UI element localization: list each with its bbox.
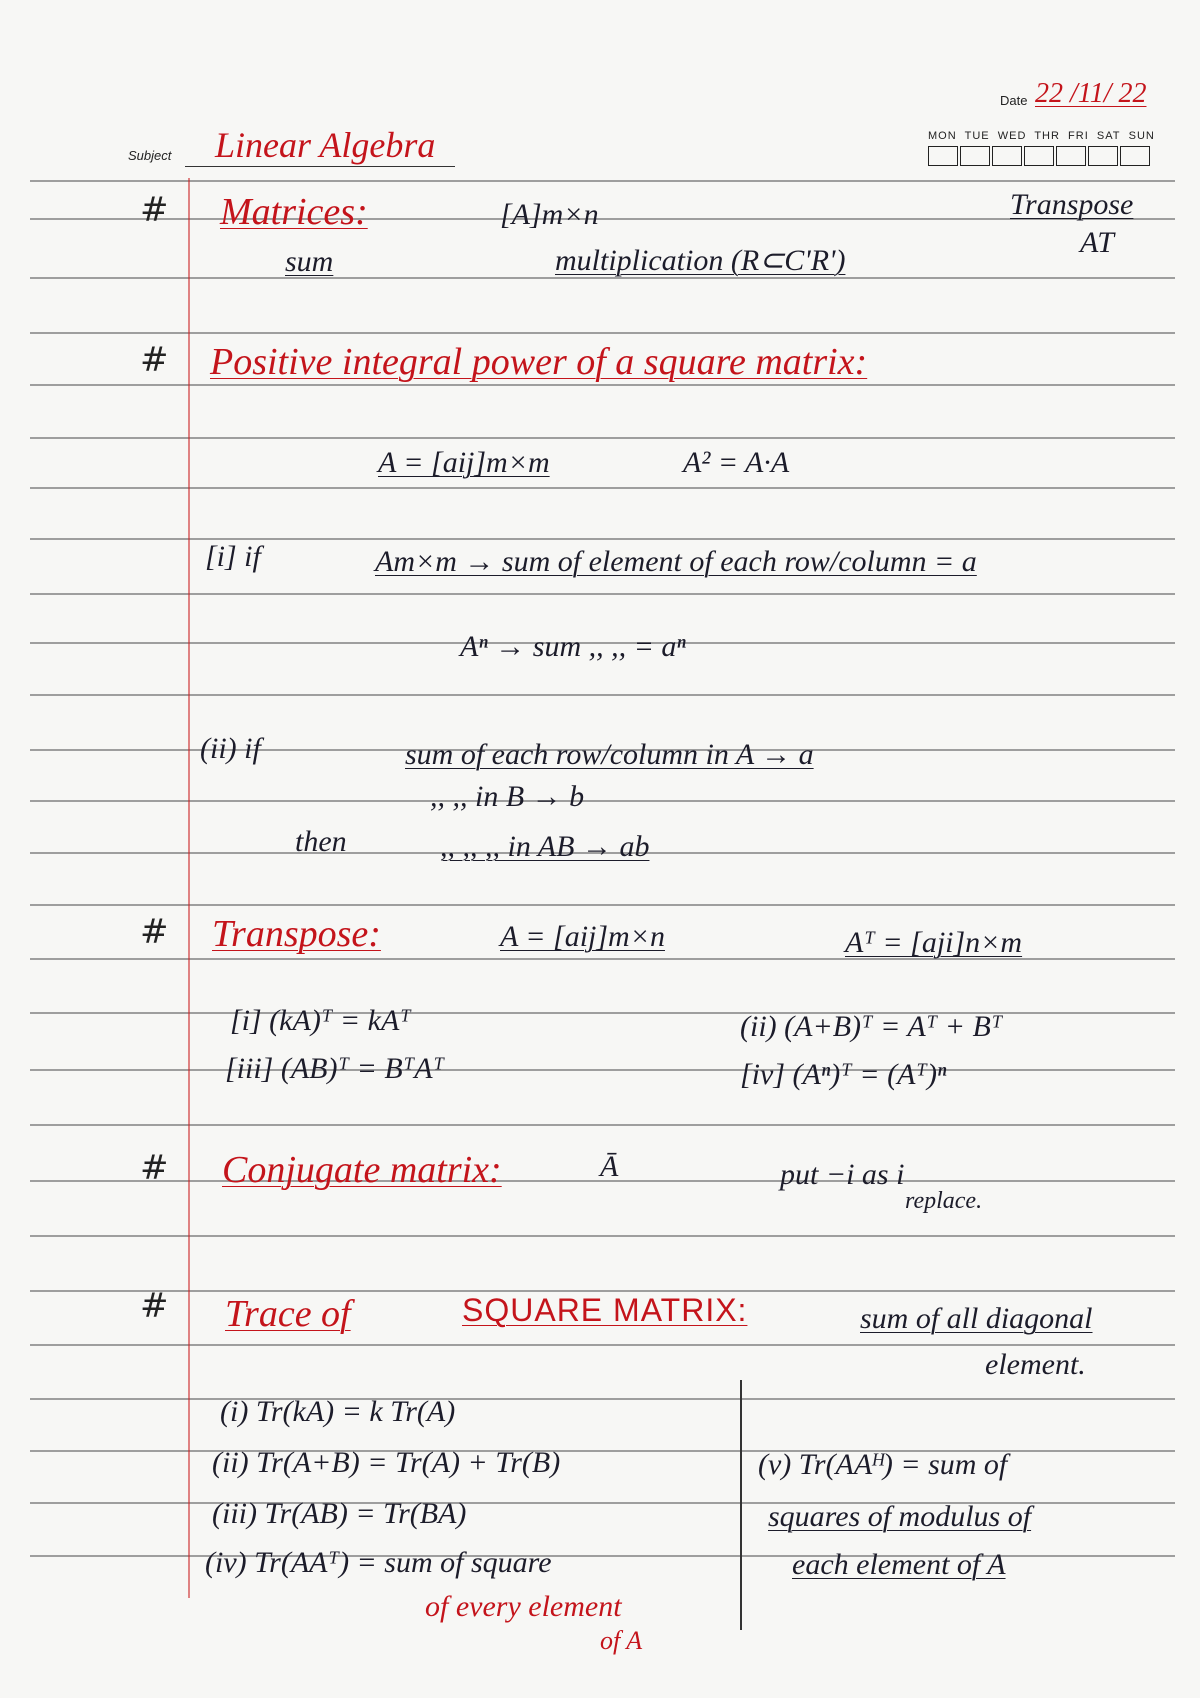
- rule2-then: then: [295, 825, 347, 858]
- transpose-title: Transpose:: [212, 913, 381, 955]
- conjugate-note: replace.: [905, 1188, 983, 1214]
- power-def2: A² = A·A: [683, 446, 790, 479]
- trace-prop-5-line-3: each element of A: [792, 1548, 1006, 1581]
- matrix-notation: [A]m×n: [500, 198, 599, 231]
- trace-prop-4: (iv) Tr(AAᵀ) = sum of square: [205, 1546, 552, 1579]
- trace-prop-4-note-1: of every element: [425, 1590, 622, 1623]
- trace-prop-1: (i) Tr(kA) = k Tr(A): [220, 1395, 456, 1428]
- trace-title: Trace of: [225, 1293, 351, 1335]
- sum-label: sum: [285, 245, 334, 278]
- transpose-def1: A = [aij]m×n: [500, 920, 665, 953]
- rule1-body: Am×m → sum of element of each row/column = a: [375, 545, 977, 578]
- conjugate-symbol: Ā: [600, 1150, 619, 1183]
- weekday-boxes: [928, 146, 1152, 171]
- rule2-prefix: (ii) if: [200, 732, 261, 765]
- multiplication-label: multiplication (R⊂C'R'): [555, 244, 846, 277]
- power-title: Positive integral power of a square matrix:: [210, 341, 868, 383]
- trace-prop-5-line-2: squares of modulus of: [768, 1500, 1032, 1533]
- section-marker: #: [140, 190, 169, 230]
- trace-title-caps: SQUARE MATRIX:: [462, 1292, 748, 1328]
- rule2-line2: ,, ,, in B → b: [430, 780, 585, 813]
- conjugate-rule: put −i as i: [780, 1158, 905, 1191]
- rule2-line1: sum of each row/column in A → a: [405, 738, 814, 771]
- section-marker: #: [140, 340, 169, 380]
- transpose-prop-4: [iv] (Aⁿ)ᵀ = (Aᵀ)ⁿ: [740, 1058, 947, 1091]
- trace-prop-4-note-2: of A: [600, 1626, 643, 1655]
- trace-desc-2: element.: [985, 1348, 1086, 1381]
- weekday-labels: MON TUE WED THR FRI SAT SUN: [928, 130, 1155, 142]
- transpose-label: Transpose: [1010, 188, 1134, 221]
- date-value: 22 /11/ 22: [1035, 78, 1147, 109]
- trace-prop-5-line-1: (v) Tr(AAᴴ) = sum of: [758, 1448, 1008, 1481]
- section-marker: #: [140, 912, 169, 952]
- subject-label: Subject: [128, 148, 172, 163]
- conjugate-title: Conjugate matrix:: [222, 1149, 502, 1191]
- transpose-prop-2: (ii) (A+B)ᵀ = Aᵀ + Bᵀ: [740, 1010, 1003, 1043]
- subject-value: Linear Algebra: [215, 125, 436, 165]
- trace-divider: [740, 1380, 742, 1630]
- trace-desc-1: sum of all diagonal: [860, 1302, 1093, 1335]
- trace-prop-3: (iii) Tr(AB) = Tr(BA): [212, 1497, 467, 1530]
- rule1-result: Aⁿ → sum ,, ,, = aⁿ: [460, 630, 686, 663]
- margin-line: [188, 178, 190, 1598]
- rule2-line3: ,, ,, ,, in AB → ab: [440, 830, 650, 863]
- transpose-prop-1: [i] (kA)ᵀ = kAᵀ: [230, 1004, 411, 1037]
- rule1-prefix: [i] if: [205, 540, 261, 573]
- section-marker: #: [140, 1148, 169, 1188]
- transpose-def2: Aᵀ = [aji]n×m: [845, 926, 1023, 959]
- section-marker: #: [140, 1286, 169, 1326]
- transpose-prop-3: [iii] (AB)ᵀ = BᵀAᵀ: [225, 1052, 445, 1085]
- matrices-title: Matrices:: [220, 191, 368, 233]
- date-label: Date: [1000, 93, 1028, 108]
- power-def1: A = [aij]m×m: [378, 446, 550, 479]
- transpose-symbol: AT: [1080, 226, 1114, 259]
- trace-prop-2: (ii) Tr(A+B) = Tr(A) + Tr(B): [212, 1446, 561, 1479]
